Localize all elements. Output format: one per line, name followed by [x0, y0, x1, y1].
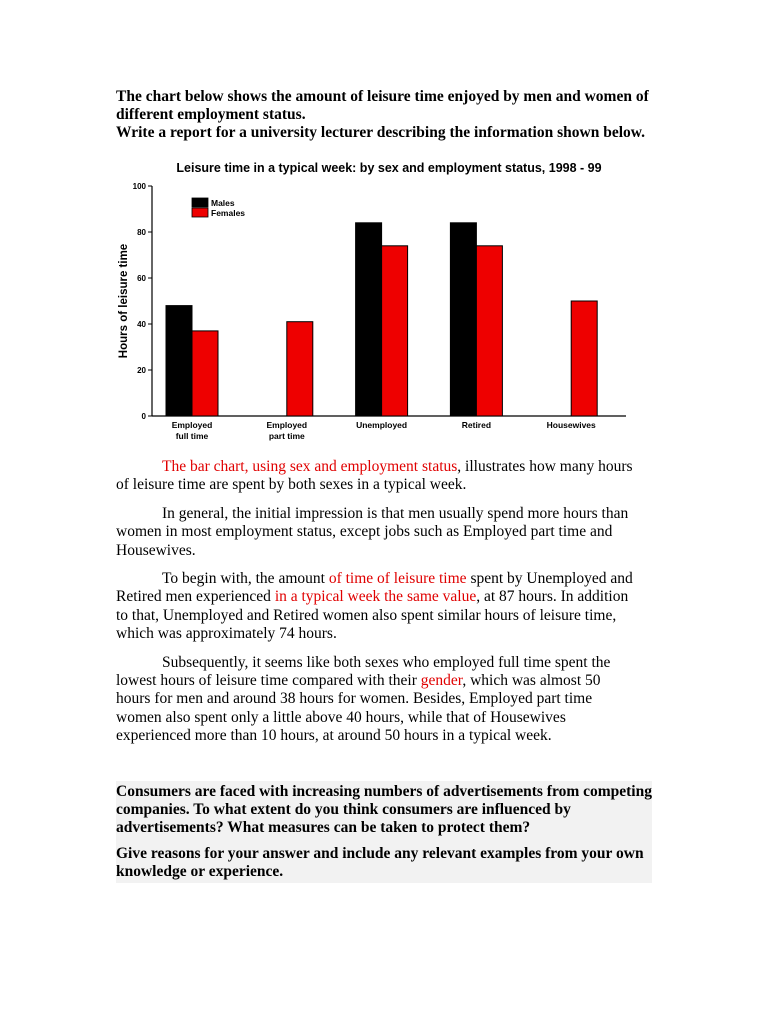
essay-p4-text-b: , which was almost 50 hours for men and around 38 hours for women. Besides, Employed part time women also spent only a little above 40 hours, while that of Housewives experienced more than 10 hours, at around 50 hours in a typical week. [116, 672, 601, 745]
chart-legend [192, 198, 245, 218]
x-axis [152, 416, 626, 441]
legend-swatch-females [192, 208, 208, 217]
legend-label-males: Males [211, 198, 235, 208]
x-tick-label: full time [175, 431, 209, 441]
task2-prompt [116, 781, 652, 883]
bars [166, 223, 597, 416]
x-tick-label: part time [268, 431, 305, 441]
task1-question: The chart below shows the amount of leisure time enjoyed by men and women of different employment status. [116, 88, 649, 123]
essay-paragraph-3 [116, 570, 636, 644]
y-tick-label: 80 [137, 228, 146, 237]
y-tick-label: 20 [137, 366, 146, 375]
x-tick-label: Retired [461, 420, 492, 430]
x-tick-label: Employed [171, 420, 213, 430]
bar-females-2 [382, 246, 408, 416]
essay-paragraph-4 [116, 654, 636, 746]
essay-p3-highlight-2: in a typical week the same value [274, 588, 477, 606]
y-tick-label: 40 [137, 320, 146, 329]
legend-swatch-males [192, 198, 208, 207]
essay-p3-text-c: , at 87 hours. In addition to that, Unemployed and Retired women also spent similar hours of leisure time, which was approximately 74 hours. [116, 588, 629, 643]
essay-p1-text: , illustrates how many hours of leisure time are spent by both sexes in a typical week. [116, 458, 633, 494]
essay [116, 458, 636, 756]
essay-p1-highlight: The bar chart, using sex and employment status [162, 458, 458, 475]
essay-p3-highlight-1: of time of leisure time [328, 570, 467, 588]
essay-p3-text-b: spent by Unemployed and Retired men experienced [116, 570, 633, 606]
x-tick-label: Unemployed [356, 420, 408, 430]
bar-females-0 [192, 331, 218, 416]
y-tick-label: 100 [132, 182, 146, 191]
legend-label-females: Females [211, 208, 246, 218]
essay-paragraph-1 [116, 458, 636, 495]
essay-p4-highlight: gender [420, 672, 463, 690]
chart-ylabel: Hours of leisure time [118, 243, 130, 359]
chart-title: Leisure time in a typical week: by sex and employment status, 1998 - 99 [176, 161, 602, 175]
y-tick-label: 0 [141, 412, 146, 421]
y-tick-label: 60 [137, 274, 146, 283]
bar-females-3 [476, 246, 502, 416]
y-axis [133, 182, 152, 421]
task2-instruction: Give reasons for your answer and include any relevant examples from your own knowledge or experience. [116, 845, 644, 880]
essay-paragraph-2: In general, the initial impression is that men usually spend more hours than women in most employment status, except jobs such as Employed part time and Housewives. [116, 504, 629, 559]
task1-instruction: Write a report for a university lecturer describing the information shown below. [116, 124, 645, 141]
bar-males-0 [166, 306, 192, 416]
bar-males-2 [356, 223, 382, 416]
x-tick-label: Housewives [546, 420, 596, 430]
essay-p4-text-a: Subsequently, it seems like both sexes who employed full time spent the lowest hours of leisure time compared with their [116, 653, 611, 690]
bar-females-4 [571, 301, 597, 416]
leisure-bar-chart [112, 156, 642, 446]
task1-prompt [116, 88, 656, 142]
task2-question: Consumers are faced with increasing numbers of advertisements from competing companies. To what extent do you think consumers are influenced by advertisements? What measures can be taken to protect them? [116, 783, 652, 836]
x-tick-label: Employed [266, 420, 308, 430]
essay-p3-text-a: To begin with, the amount [162, 570, 329, 588]
bar-males-3 [450, 223, 476, 416]
bar-females-1 [287, 322, 313, 416]
